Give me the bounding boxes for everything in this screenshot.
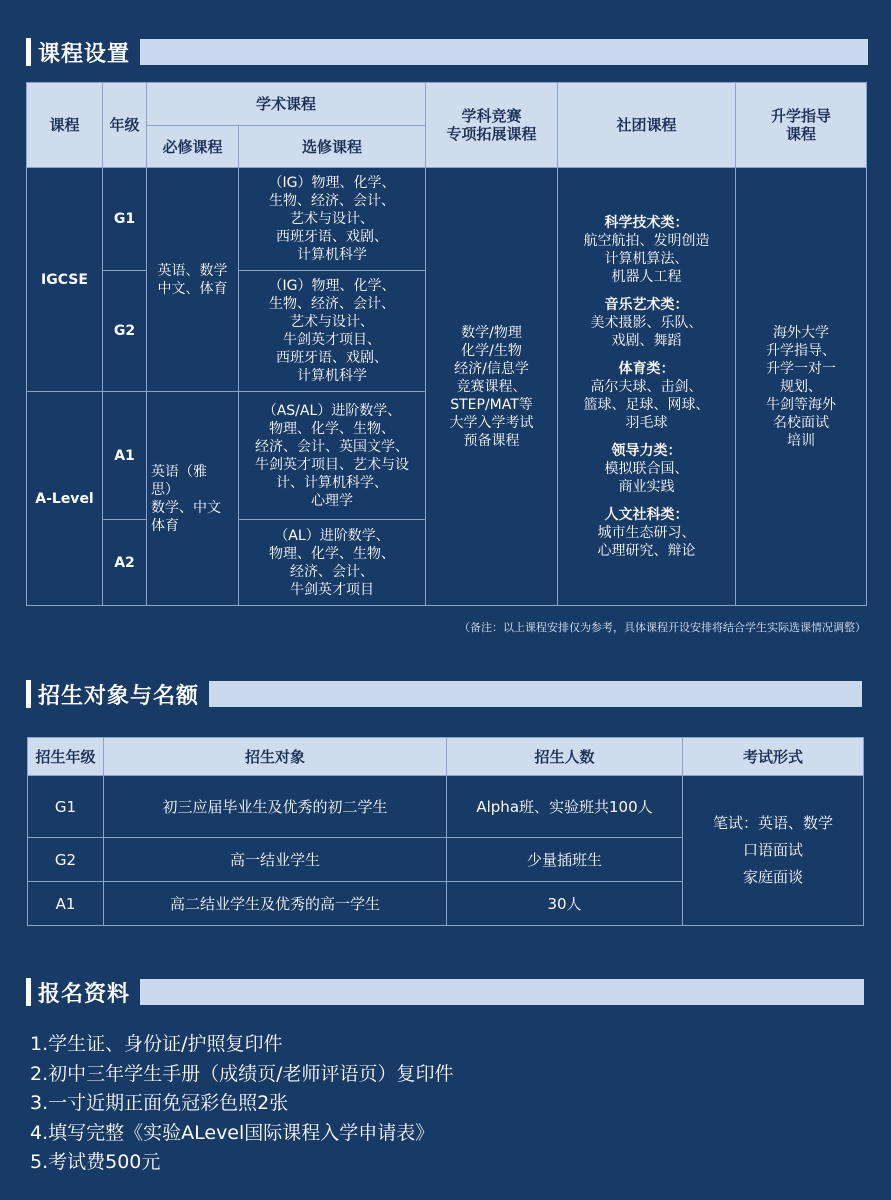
exam-format: 笔试：英语、数学 口语面试 家庭面谈: [683, 776, 864, 926]
course-alevel: A-Level: [27, 392, 103, 606]
list-item: 4.填写完整《实验ALevel国际课程入学申请表》: [30, 1121, 435, 1144]
section-title-strip: [209, 681, 862, 707]
grade-g2: G2: [103, 271, 147, 392]
section-title-strip: [140, 39, 868, 65]
section-title: 课程设置: [38, 41, 131, 67]
table-row: [28, 776, 864, 838]
list-item: 2.初中三年学生手册（成绩页/老师评语页）复印件: [30, 1062, 454, 1085]
header-exam-format: 考试形式: [683, 738, 864, 776]
course-igcse: IGCSE: [27, 168, 103, 392]
club-group-items: 航空航拍、发明创造 计算机算法、 机器人工程: [583, 232, 710, 285]
section-marker: [26, 680, 31, 708]
enroll-grade: G1: [28, 776, 104, 838]
club-group: [562, 360, 731, 432]
club-group-items: 美术摄影、乐队、 戏剧、舞蹈: [590, 314, 703, 349]
section-marker: [26, 38, 31, 66]
club-group: [562, 214, 731, 286]
section-title: 报名资料: [38, 981, 131, 1007]
enrollment-table: [27, 737, 864, 926]
list-item: 3.一寸近期正面免冠彩色照2张: [30, 1092, 289, 1114]
header-course: 课程: [27, 83, 103, 168]
club-group-items: 模拟联合国、 商业实践: [604, 460, 689, 495]
header-club: 社团课程: [558, 83, 736, 168]
club-group-items: 城市生态研习、 心理研究、辩论: [597, 524, 696, 559]
header-enroll-target: 招生对象: [104, 738, 447, 776]
club-group-title: 科学技术类：: [604, 214, 689, 231]
club-group: [562, 296, 731, 350]
club-group: [562, 442, 731, 496]
section-title: 招生对象与名额: [38, 683, 200, 709]
list-item: 5.考试费500元: [30, 1151, 161, 1173]
enroll-grade: G2: [28, 838, 104, 882]
club-group-items: 高尔夫球、击剑、 篮球、足球、网球、 羽毛球: [583, 378, 710, 431]
grade-a2: A2: [103, 520, 147, 606]
course-note: （备注：以上课程安排仅为参考，具体课程开设安排将结合学生实际选课情况调整）: [459, 621, 866, 634]
elective-a1: （AS/AL）进阶数学、 物理、化学、生物、 经济、会计、英国文学、 牛剑英才项目、艺术与设 计、计算机科学、 心理学: [239, 392, 426, 520]
club-courses: [558, 168, 736, 606]
enroll-count: 30人: [447, 882, 683, 926]
header-academic: 学术课程: [147, 83, 426, 126]
club-group: [562, 506, 731, 560]
header-enroll-grade: 招生年级: [28, 738, 104, 776]
section-header-enrollment: [26, 680, 862, 708]
club-group-title: 体育类：: [618, 360, 675, 377]
section-title-strip: [140, 979, 864, 1005]
required-igcse: 英语、数学 中文、体育: [147, 168, 239, 392]
grade-a1: A1: [103, 392, 147, 520]
club-group-title: 音乐艺术类：: [604, 296, 689, 313]
required-documents-list: [30, 1030, 454, 1178]
club-group-title: 领导力类：: [611, 442, 682, 459]
header-required: 必修课程: [147, 126, 239, 168]
header-guidance: 升学指导 课程: [736, 83, 867, 168]
required-alevel: 英语（雅思） 数学、中文 体育: [147, 392, 239, 606]
grade-g1: G1: [103, 168, 147, 271]
enroll-count: Alpha班、实验班共100人: [447, 776, 683, 838]
section-marker: [26, 978, 31, 1006]
club-group-title: 人文社科类：: [604, 506, 689, 523]
elective-g1: （IG）物理、化学、 生物、经济、会计、 艺术与设计、 西班牙语、戏剧、 计算机科学: [239, 168, 426, 271]
elective-a2: （AL）进阶数学、 物理、化学、生物、 经济、会计、 牛剑英才项目: [239, 520, 426, 606]
enroll-grade: A1: [28, 882, 104, 926]
header-competition: 学科竞赛 专项拓展课程: [426, 83, 558, 168]
header-grade: 年级: [103, 83, 147, 168]
elective-g2: （IG）物理、化学、 生物、经济、会计、 艺术与设计、 牛剑英才项目、 西班牙语、戏剧、 计算机科学: [239, 271, 426, 392]
header-elective: 选修课程: [239, 126, 426, 168]
enroll-count: 少量插班生: [447, 838, 683, 882]
section-header-documents: [26, 978, 864, 1006]
section-header-course: [26, 38, 868, 66]
enroll-target: 高二结业学生及优秀的高一学生: [104, 882, 447, 926]
course-table: [26, 82, 867, 606]
guidance-courses: 海外大学 升学指导、 升学一对一 规划、 牛剑等海外 名校面试 培训: [736, 168, 867, 606]
list-item: 1.学生证、身份证/护照复印件: [30, 1033, 283, 1055]
enroll-target: 初三应届毕业生及优秀的初二学生: [104, 776, 447, 838]
enroll-target: 高一结业学生: [104, 838, 447, 882]
header-enroll-count: 招生人数: [447, 738, 683, 776]
competition-courses: 数学/物理 化学/生物 经济/信息学 竞赛课程、 STEP/MAT等 大学入学考试 预备课程: [426, 168, 558, 606]
